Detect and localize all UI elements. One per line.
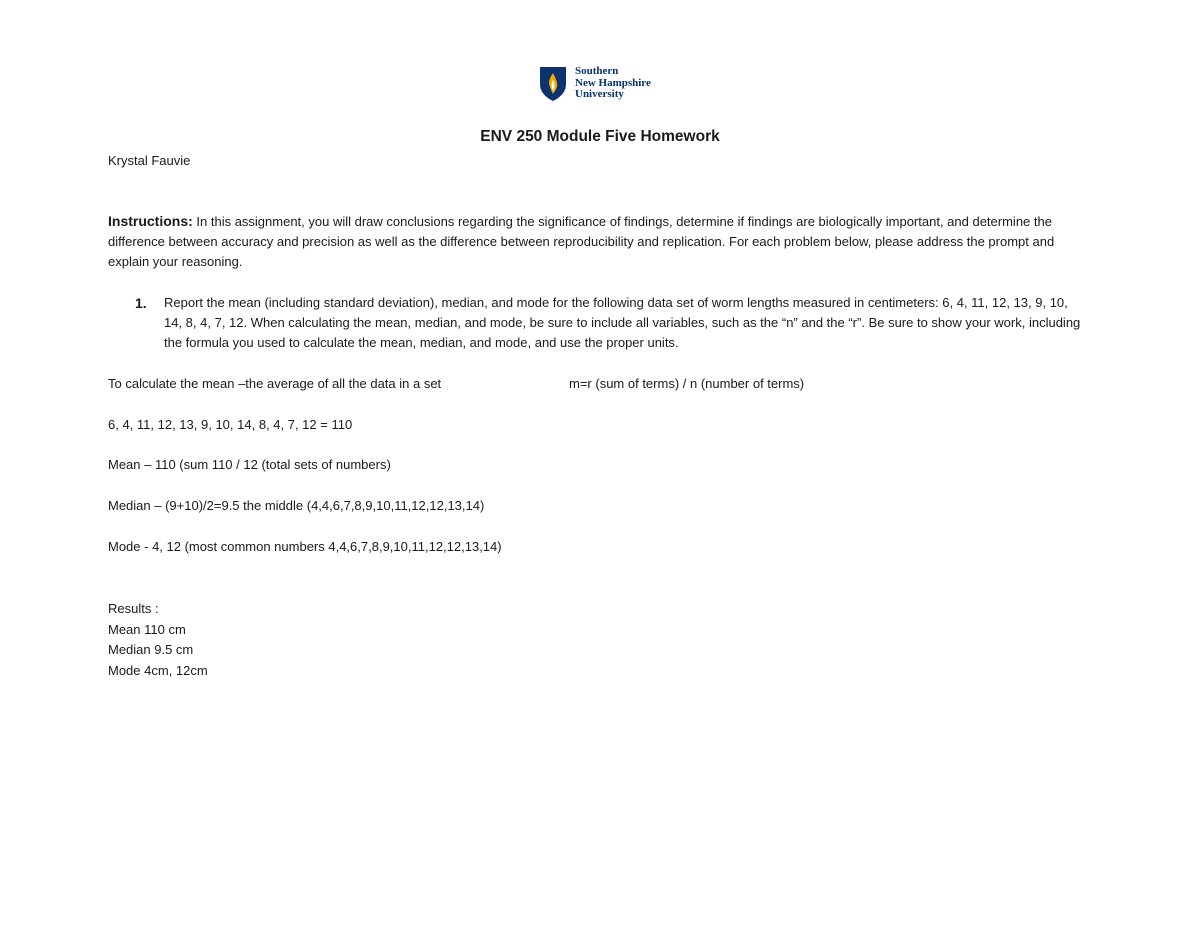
result-mean: Mean 110 cm (108, 621, 186, 637)
mean-formula: m=r (sum of terms) / n (number of terms) (569, 376, 805, 391)
logo-line-2: New Hampshire (575, 76, 651, 89)
instructions-text: In this assignment, you will draw conclusions regarding the significance of findings, determine if findings are biologically important, and determine the difference between accuracy and precision as well as the difference between reproducibility and replication. For each problem below, please address the prompt and explain your reasoning. (108, 214, 1055, 269)
author-name: Krystal Fauvie (108, 153, 191, 168)
median-line: Median – (9+10)/2=9.5 the middle (4,4,6,7,8,9,10,11,12,12,13,14) (108, 498, 485, 513)
question-number: 1. (135, 295, 147, 311)
result-mode: Mode 4cm, 12cm (108, 662, 208, 678)
results-heading: Results : (108, 601, 159, 616)
mean-description: To calculate the mean –the average of all the data in a set (108, 376, 442, 391)
university-logo (539, 66, 651, 102)
mean-line: Mean – 110 (sum 110 / 12 (total sets of numbers) (108, 457, 391, 472)
document-title: ENV 250 Module Five Homework (480, 128, 720, 145)
sum-line: 6, 4, 11, 12, 13, 9, 10, 14, 8, 4, 7, 12 = 110 (108, 417, 353, 432)
question-text: Report the mean (including standard deviation), median, and mode for the following data set of worm lengths measured in centimeters: 6, 4, 11, 12, 13, 9, 10, 14, 8, 4, 7, 12. When calculating the mean, median, and mode, be sure to include all variables, such as the “n” and the “r”. Be sure to show your work, including the formula you used to calculate the mean, median, and mode, and use the proper units. (164, 295, 1081, 350)
result-median: Median 9.5 cm (108, 642, 194, 657)
logo-wordmark (575, 66, 651, 101)
instructions-paragraph (108, 211, 1068, 272)
logo-line-3: University (575, 88, 624, 100)
question-1 (135, 293, 1085, 353)
shield-flame-icon (539, 66, 567, 102)
results-block (108, 599, 208, 681)
mode-line: Mode - 4, 12 (most common numbers 4,4,6,7,8,9,10,11,12,12,13,14) (108, 539, 502, 554)
instructions-label: Instructions: (108, 213, 193, 229)
logo-line-1: Southern (575, 65, 619, 77)
